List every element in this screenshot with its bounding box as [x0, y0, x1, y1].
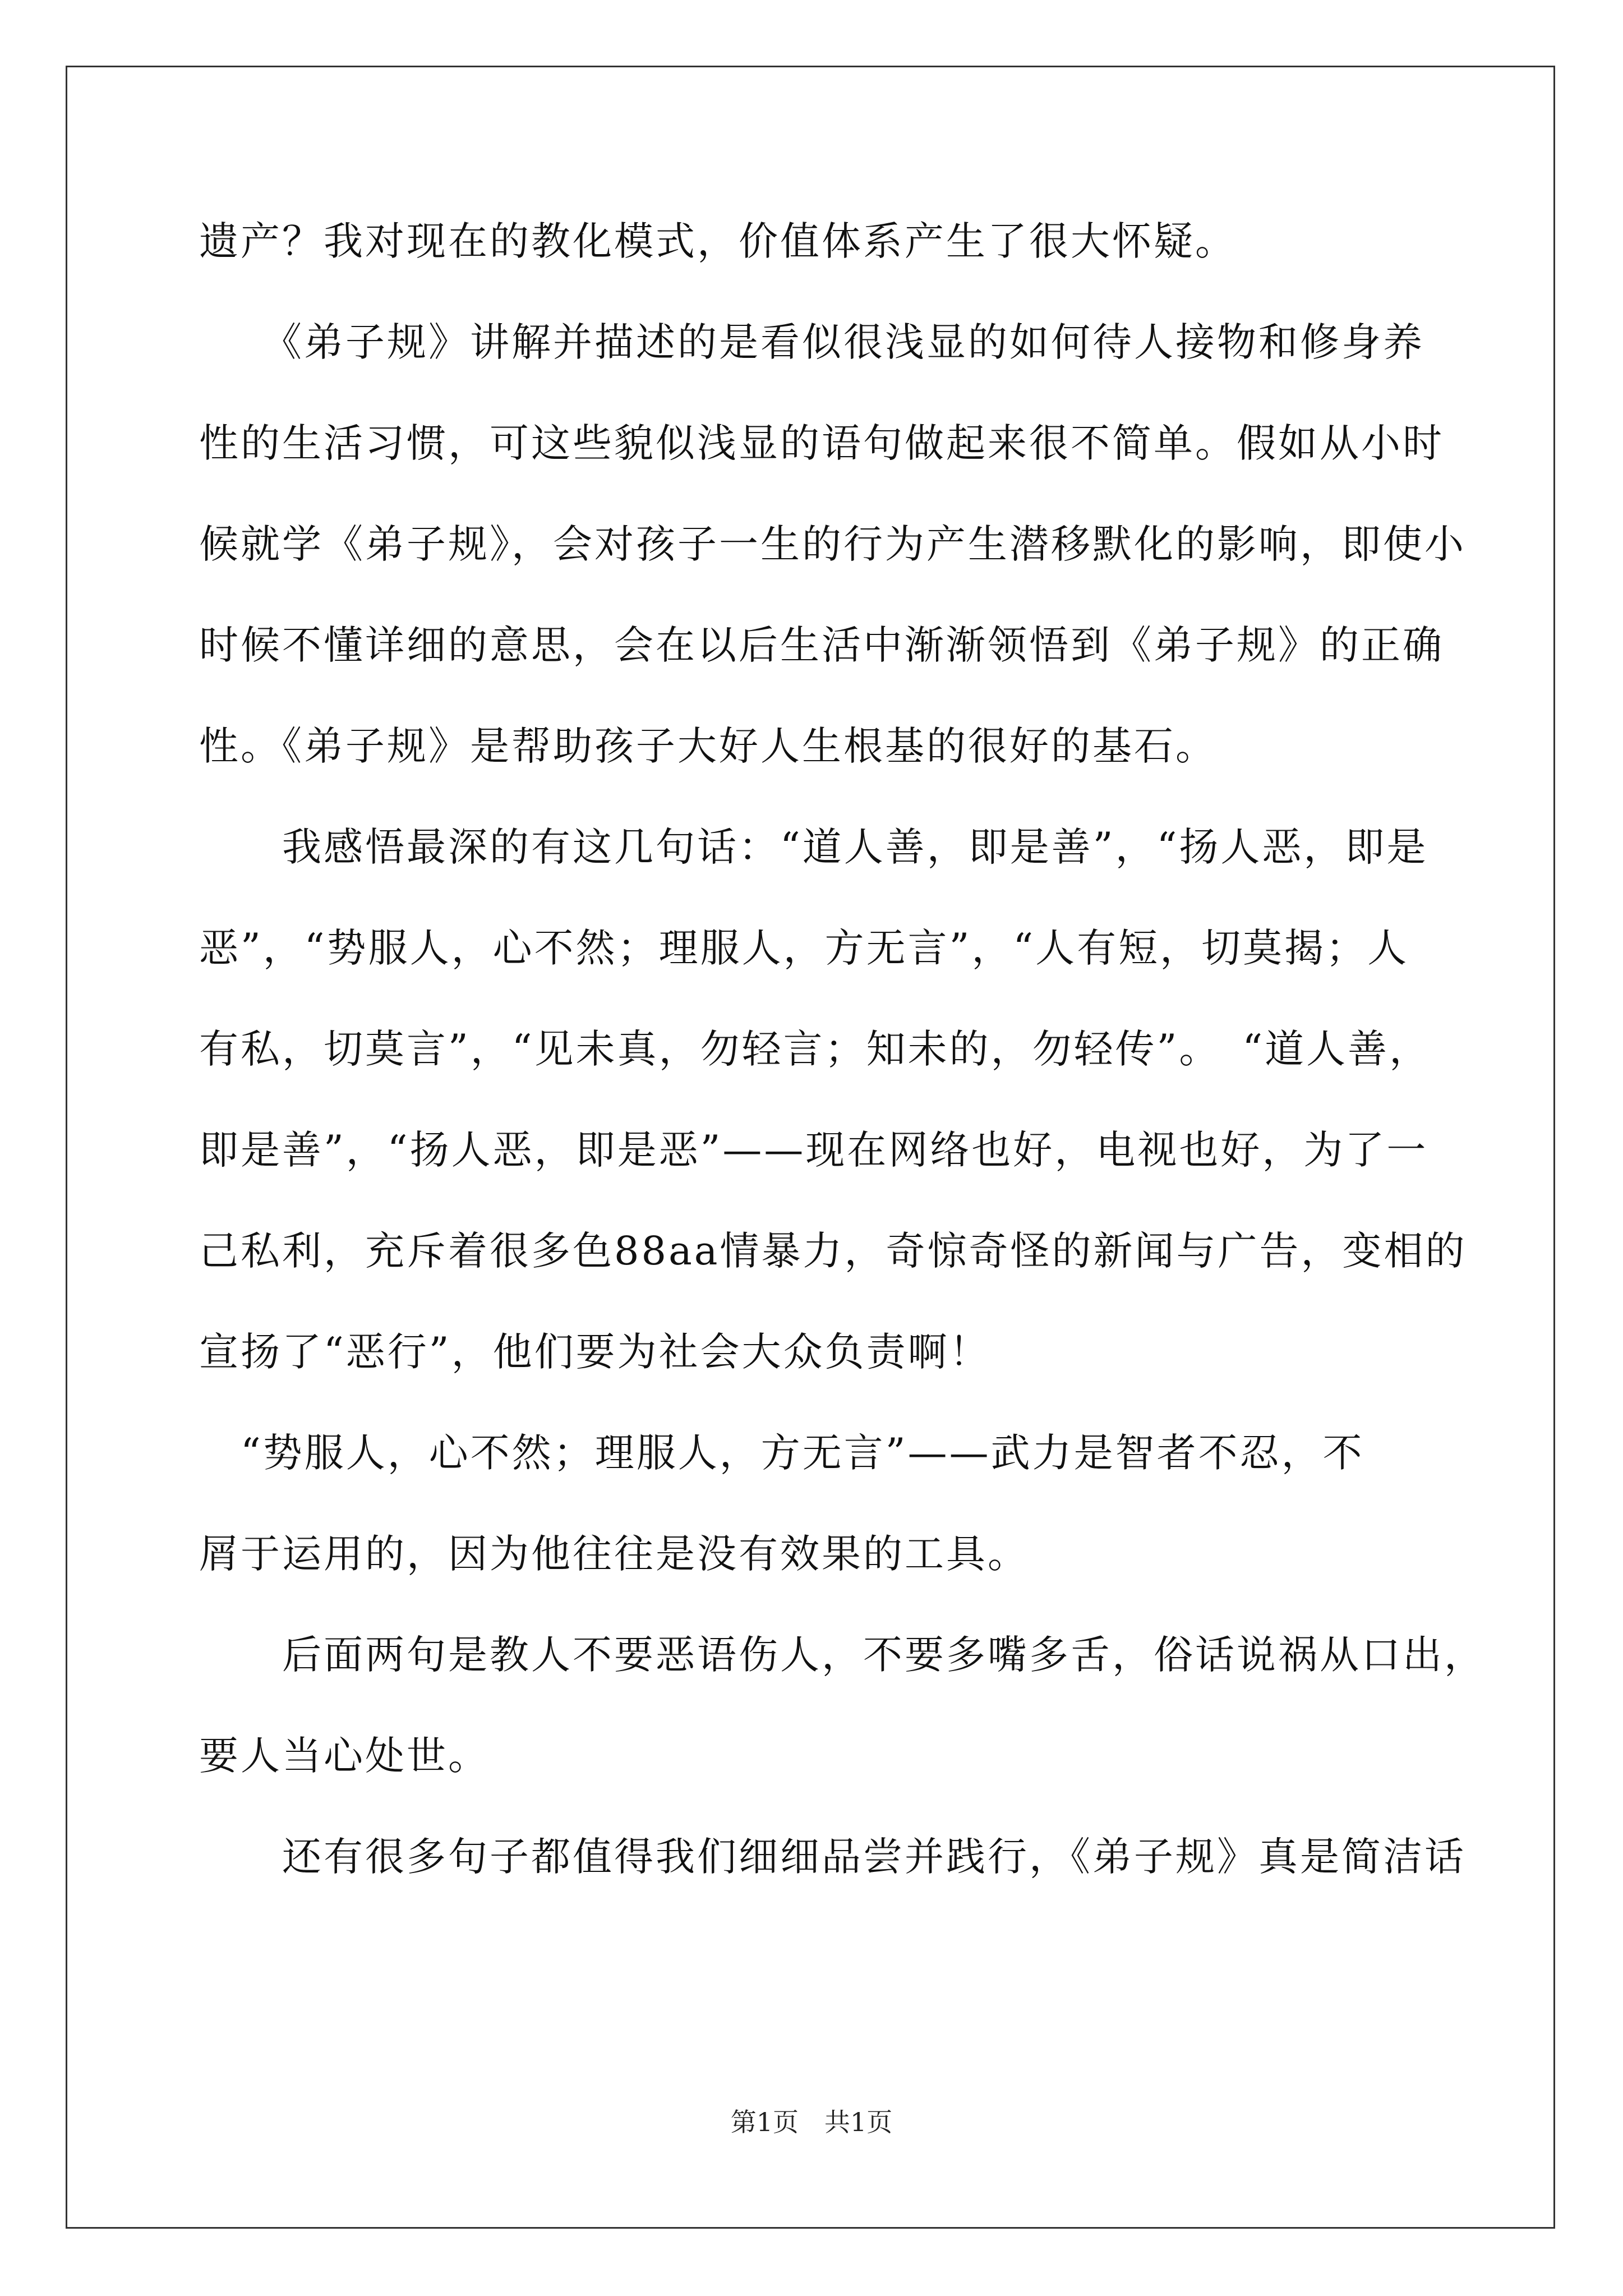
body-text-line: 宣扬了“恶行”，他们要为社会大众负责啊！ [199, 1329, 991, 1375]
body-text-line: 性的生活习惯，可这些貌似浅显的语句做起来很不简单。假如从小时 [199, 420, 1444, 466]
body-text-line: 时候不懂详细的意思，会在以后生活中渐渐领悟到《弟子规》的正确 [199, 622, 1444, 668]
body-text-line: 要人当心处世。 [199, 1733, 490, 1779]
body-text-line: 己私利，充斥着很多色88aa情暴力，奇惊奇怪的新闻与广告，变相的 [199, 1228, 1467, 1274]
body-text-line: 有私，切莫言”，“见未真，勿轻言；知未的，勿轻传”。 “道人善， [199, 1026, 1431, 1072]
body-text-line: 性。《弟子规》是帮助孩子大好人生根基的很好的基石。 [199, 723, 1217, 769]
body-text-line: 后面两句是教人不要恶语伤人，不要多嘴多舌，俗话说祸从口出， [199, 1632, 1486, 1678]
body-text-line: 我感悟最深的有这几句话：“道人善，即是善”，“扬人恶，即是 [199, 824, 1428, 870]
body-text-line: 还有很多句子都值得我们细细品尝并践行，《弟子规》真是简洁话 [199, 1834, 1466, 1880]
body-text-line: “势服人，心不然；理服人，方无言”——武力是智者不忍，不 [199, 1430, 1364, 1476]
body-text-line: 恶”，“势服人，心不然；理服人，方无言”，“人有短，切莫揭；人 [199, 925, 1409, 971]
body-text-line: 候就学《弟子规》，会对孩子一生的行为产生潜移默化的影响，即使小 [199, 521, 1466, 567]
body-text-line: 遗产？我对现在的教化模式，价值体系产生了很大怀疑。 [199, 218, 1237, 264]
body-text-line: 《弟子规》讲解并描述的是看似很浅显的如何待人接物和修身养 [199, 319, 1424, 365]
page-number-footer: 第1页 共1页 [730, 2107, 893, 2137]
body-text-line: 屑于运用的，因为他往往是没有效果的工具。 [199, 1531, 1029, 1577]
body-text-line: 即是善”，“扬人恶，即是恶”——现在网络也好，电视也好，为了一 [199, 1127, 1428, 1173]
